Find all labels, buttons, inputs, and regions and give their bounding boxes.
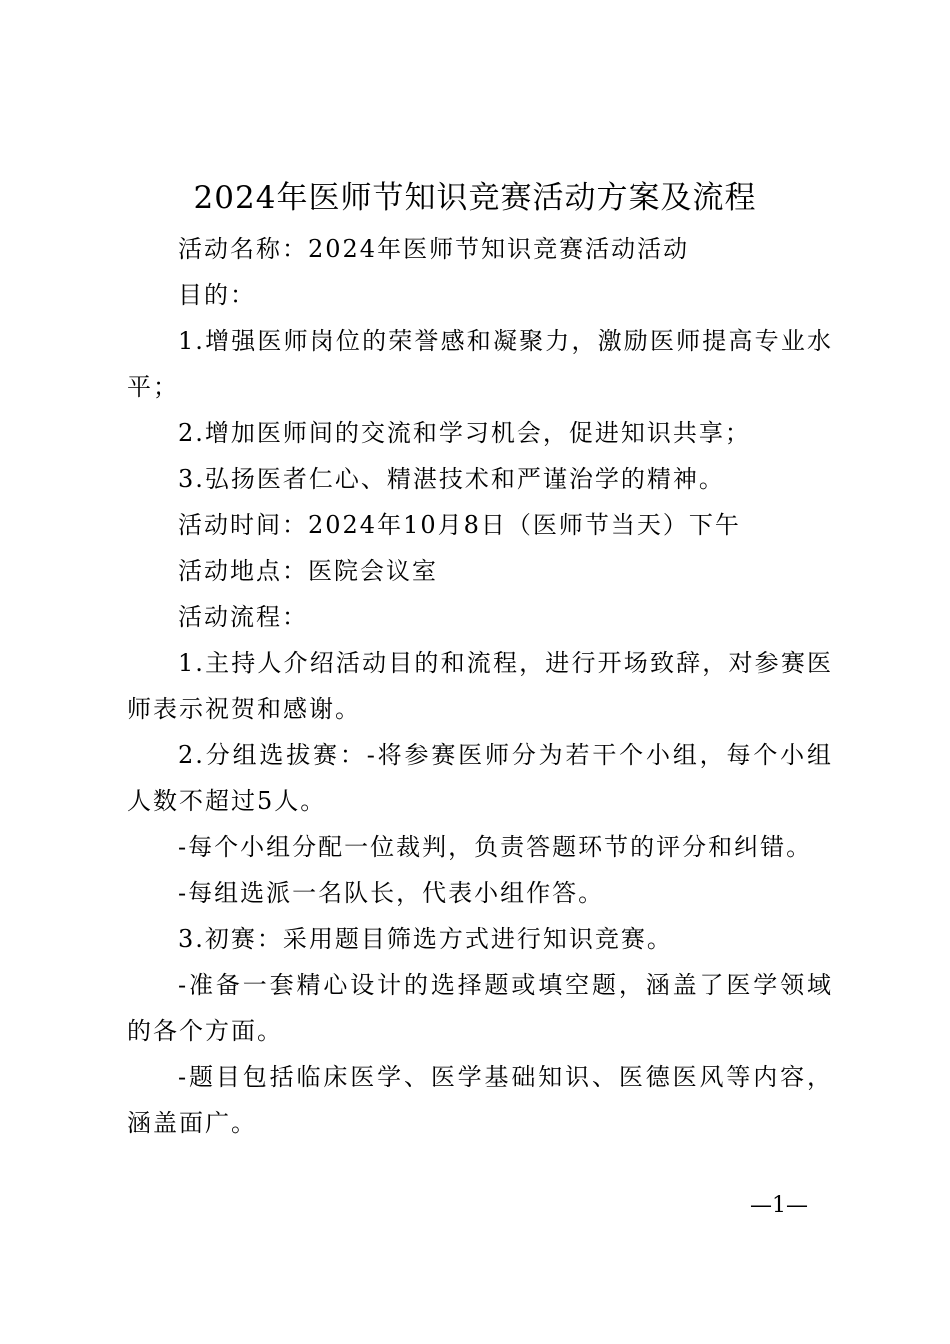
paragraph-process-1: 1.主持人介绍活动目的和流程，进行开场致辞，对参赛医师表示祝贺和感谢。 — [127, 649, 833, 723]
paragraph-activity-location: 活动地点：医院会议室 — [178, 557, 438, 585]
document-title: 2024年医师节知识竞赛活动方案及流程 — [193, 180, 757, 216]
document-body — [127, 226, 833, 1146]
paragraph-activity-time: 活动时间：2024年10月8日（医师节当天）下午 — [178, 511, 741, 539]
page-number: —1— — [750, 1193, 808, 1218]
paragraph-process-3: 3.初赛：采用题目筛选方式进行知识竞赛。 — [178, 925, 673, 953]
paragraph-purpose-2: 2.增加医师间的交流和学习机会，促进知识共享； — [178, 419, 751, 447]
paragraph-process-heading: 活动流程： — [178, 603, 308, 631]
paragraph-purpose-3: 3.弘扬医者仁心、精湛技术和严谨治学的精神。 — [178, 465, 725, 493]
paragraph-process-2-captain: -每组选派一名队长，代表小组作答。 — [178, 879, 605, 907]
paragraph-purpose-1: 1.增强医师岗位的荣誉感和凝聚力，激励医师提高专业水平； — [127, 327, 833, 401]
paragraph-process-3-questions: -准备一套精心设计的选择题或填空题，涵盖了医学领域的各个方面。 — [127, 971, 833, 1045]
paragraph-purpose-heading: 目的： — [178, 281, 256, 309]
paragraph-activity-name: 活动名称：2024年医师节知识竞赛活动活动 — [178, 235, 690, 263]
paragraph-process-3-topics: -题目包括临床医学、医学基础知识、医德医风等内容，涵盖面广。 — [127, 1063, 833, 1137]
paragraph-process-2: 2.分组选拔赛：-将参赛医师分为若干个小组，每个小组人数不超过5人。 — [127, 741, 833, 815]
paragraph-process-2-referee: -每个小组分配一位裁判，负责答题环节的评分和纠错。 — [178, 833, 813, 861]
